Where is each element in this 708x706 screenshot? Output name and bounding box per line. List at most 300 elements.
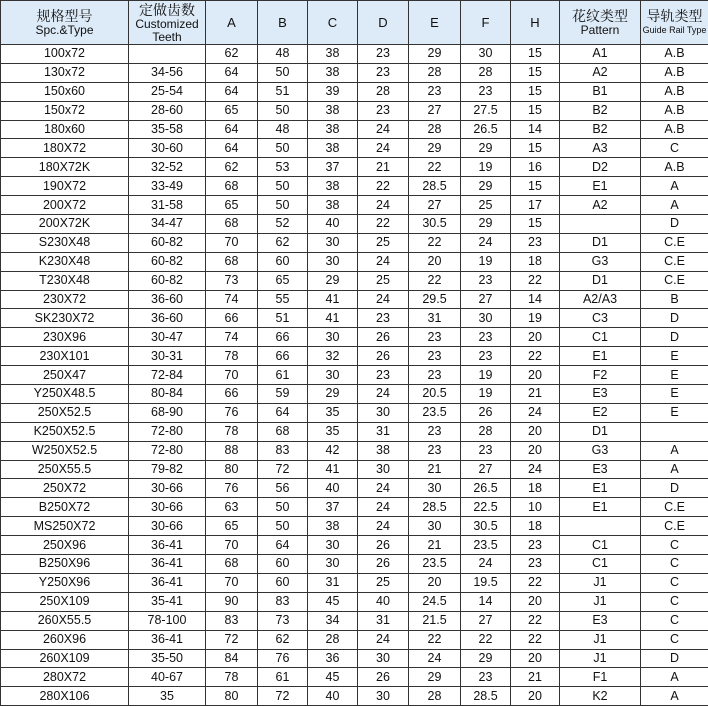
cell-pattern: B2 (560, 120, 641, 139)
cell-a: 72 (206, 630, 258, 649)
cell-type: 280X106 (1, 687, 129, 706)
cell-teeth: 25-54 (129, 82, 206, 101)
cell-a: 83 (206, 611, 258, 630)
cell-rail: D (641, 649, 708, 668)
cell-h: 15 (511, 139, 560, 158)
cell-b: 51 (258, 309, 308, 328)
cell-c: 29 (308, 271, 358, 290)
cell-e: 22 (409, 630, 461, 649)
cell-teeth: 72-80 (129, 441, 206, 460)
cell-a: 74 (206, 290, 258, 309)
cell-f: 19 (461, 385, 511, 404)
cell-teeth: 36-60 (129, 309, 206, 328)
cell-c: 28 (308, 630, 358, 649)
cell-rail: E (641, 385, 708, 404)
cell-f: 19 (461, 252, 511, 271)
cell-rail: D (641, 215, 708, 234)
cell-d: 26 (358, 347, 409, 366)
cell-rail: C (641, 630, 708, 649)
cell-d: 25 (358, 233, 409, 252)
cell-b: 48 (258, 120, 308, 139)
table-row (1, 252, 708, 271)
cell-e: 23.5 (409, 403, 461, 422)
cell-a: 65 (206, 517, 258, 536)
cell-teeth: 72-84 (129, 366, 206, 385)
cell-h: 22 (511, 271, 560, 290)
cell-b: 50 (258, 63, 308, 82)
cell-d: 24 (358, 517, 409, 536)
cell-type: 180X72K (1, 158, 129, 177)
cell-pattern: C1 (560, 536, 641, 555)
cell-d: 31 (358, 422, 409, 441)
cell-rail: A (641, 668, 708, 687)
cell-h: 14 (511, 120, 560, 139)
cell-type: 130x72 (1, 63, 129, 82)
cell-h: 21 (511, 385, 560, 404)
cell-c: 38 (308, 120, 358, 139)
cell-rail: E (641, 403, 708, 422)
cell-f: 22.5 (461, 498, 511, 517)
cell-b: 72 (258, 460, 308, 479)
cell-type: 250X109 (1, 592, 129, 611)
cell-f: 19.5 (461, 573, 511, 592)
cell-a: 70 (206, 573, 258, 592)
cell-a: 78 (206, 422, 258, 441)
cell-e: 24 (409, 649, 461, 668)
cell-h: 20 (511, 592, 560, 611)
header-b: B (258, 1, 308, 45)
cell-rail: A (641, 460, 708, 479)
cell-pattern: E1 (560, 347, 641, 366)
cell-a: 80 (206, 687, 258, 706)
cell-pattern: E1 (560, 479, 641, 498)
cell-teeth: 36-41 (129, 555, 206, 574)
cell-b: 50 (258, 177, 308, 196)
cell-h: 15 (511, 177, 560, 196)
cell-rail: E (641, 366, 708, 385)
cell-pattern: A1 (560, 45, 641, 64)
cell-c: 36 (308, 649, 358, 668)
cell-pattern: J1 (560, 592, 641, 611)
cell-e: 30.5 (409, 215, 461, 234)
cell-pattern: J1 (560, 573, 641, 592)
cell-e: 28.5 (409, 498, 461, 517)
cell-rail: A.B (641, 45, 708, 64)
cell-d: 30 (358, 403, 409, 422)
cell-teeth: 79-82 (129, 460, 206, 479)
cell-pattern: J1 (560, 649, 641, 668)
table-row (1, 347, 708, 366)
cell-a: 78 (206, 668, 258, 687)
cell-teeth: 60-82 (129, 252, 206, 271)
cell-rail: C (641, 611, 708, 630)
cell-type: SK230X72 (1, 309, 129, 328)
cell-h: 23 (511, 536, 560, 555)
cell-pattern: A2 (560, 196, 641, 215)
cell-a: 70 (206, 536, 258, 555)
cell-c: 37 (308, 158, 358, 177)
cell-f: 30 (461, 45, 511, 64)
cell-teeth: 72-80 (129, 422, 206, 441)
cell-e: 29 (409, 668, 461, 687)
cell-pattern: E2 (560, 403, 641, 422)
cell-type: T230X48 (1, 271, 129, 290)
cell-e: 23 (409, 347, 461, 366)
cell-c: 41 (308, 309, 358, 328)
cell-d: 23 (358, 309, 409, 328)
cell-a: 65 (206, 196, 258, 215)
cell-pattern: F1 (560, 668, 641, 687)
cell-type: 180x60 (1, 120, 129, 139)
cell-h: 20 (511, 366, 560, 385)
cell-f: 27 (461, 460, 511, 479)
cell-e: 28.5 (409, 177, 461, 196)
cell-d: 26 (358, 555, 409, 574)
cell-c: 38 (308, 139, 358, 158)
cell-type: MS250X72 (1, 517, 129, 536)
header-c: C (308, 1, 358, 45)
cell-a: 64 (206, 82, 258, 101)
cell-teeth (129, 45, 206, 64)
cell-rail: D (641, 309, 708, 328)
cell-f: 25 (461, 196, 511, 215)
cell-b: 83 (258, 592, 308, 611)
cell-c: 34 (308, 611, 358, 630)
cell-a: 84 (206, 649, 258, 668)
cell-rail: D (641, 479, 708, 498)
cell-type: 260X96 (1, 630, 129, 649)
table-row (1, 422, 708, 441)
cell-d: 24 (358, 479, 409, 498)
cell-teeth: 60-82 (129, 271, 206, 290)
cell-a: 62 (206, 45, 258, 64)
cell-rail: D (641, 328, 708, 347)
cell-e: 22 (409, 271, 461, 290)
cell-h: 18 (511, 252, 560, 271)
cell-e: 23 (409, 366, 461, 385)
cell-b: 50 (258, 517, 308, 536)
table-row (1, 573, 708, 592)
cell-type: 200X72K (1, 215, 129, 234)
cell-pattern: G3 (560, 441, 641, 460)
table-body (1, 45, 708, 706)
cell-f: 27 (461, 290, 511, 309)
table-row (1, 668, 708, 687)
table-row (1, 687, 708, 706)
cell-e: 23 (409, 422, 461, 441)
header-type (1, 1, 129, 45)
cell-d: 24 (358, 385, 409, 404)
cell-a: 68 (206, 252, 258, 271)
cell-f: 28 (461, 63, 511, 82)
cell-pattern: E3 (560, 385, 641, 404)
cell-rail: A.B (641, 120, 708, 139)
cell-a: 78 (206, 347, 258, 366)
cell-teeth: 34-56 (129, 63, 206, 82)
cell-a: 64 (206, 139, 258, 158)
cell-rail: A.B (641, 63, 708, 82)
cell-d: 23 (358, 366, 409, 385)
cell-b: 61 (258, 366, 308, 385)
cell-rail: C (641, 536, 708, 555)
cell-c: 38 (308, 101, 358, 120)
header-pattern (560, 1, 641, 45)
cell-b: 55 (258, 290, 308, 309)
cell-teeth: 32-52 (129, 158, 206, 177)
cell-h: 15 (511, 82, 560, 101)
cell-a: 66 (206, 309, 258, 328)
cell-b: 53 (258, 158, 308, 177)
cell-teeth: 30-66 (129, 479, 206, 498)
cell-type: 190X72 (1, 177, 129, 196)
table-row (1, 536, 708, 555)
cell-d: 31 (358, 611, 409, 630)
cell-h: 20 (511, 328, 560, 347)
cell-e: 24.5 (409, 592, 461, 611)
cell-h: 15 (511, 63, 560, 82)
table-row (1, 196, 708, 215)
header-teeth (129, 1, 206, 45)
cell-h: 21 (511, 668, 560, 687)
cell-pattern: A3 (560, 139, 641, 158)
header-a: A (206, 1, 258, 45)
table-row (1, 385, 708, 404)
cell-h: 10 (511, 498, 560, 517)
cell-rail: C (641, 555, 708, 574)
cell-f: 26 (461, 403, 511, 422)
cell-teeth: 68-90 (129, 403, 206, 422)
cell-teeth: 35 (129, 687, 206, 706)
cell-a: 63 (206, 498, 258, 517)
cell-pattern: D1 (560, 422, 641, 441)
table-row (1, 611, 708, 630)
table-row (1, 479, 708, 498)
cell-b: 76 (258, 649, 308, 668)
cell-type: W250X52.5 (1, 441, 129, 460)
cell-c: 39 (308, 82, 358, 101)
cell-e: 28 (409, 120, 461, 139)
cell-c: 38 (308, 196, 358, 215)
cell-d: 30 (358, 649, 409, 668)
table-row (1, 63, 708, 82)
cell-type: S230X48 (1, 233, 129, 252)
cell-d: 23 (358, 101, 409, 120)
cell-c: 41 (308, 290, 358, 309)
cell-teeth: 36-41 (129, 573, 206, 592)
cell-teeth: 30-66 (129, 517, 206, 536)
cell-rail: C (641, 139, 708, 158)
cell-e: 22 (409, 233, 461, 252)
cell-rail: A.B (641, 82, 708, 101)
cell-d: 22 (358, 215, 409, 234)
cell-c: 30 (308, 536, 358, 555)
cell-type: 150x60 (1, 82, 129, 101)
cell-d: 24 (358, 196, 409, 215)
cell-rail: B (641, 290, 708, 309)
cell-type: 250X47 (1, 366, 129, 385)
cell-a: 66 (206, 385, 258, 404)
cell-rail: C (641, 573, 708, 592)
header-rail (641, 1, 708, 45)
cell-pattern (560, 517, 641, 536)
cell-d: 24 (358, 498, 409, 517)
header-rail-zh: 导轨类型 (641, 8, 708, 24)
table-row (1, 460, 708, 479)
table-row (1, 498, 708, 517)
cell-b: 48 (258, 45, 308, 64)
cell-d: 24 (358, 252, 409, 271)
cell-b: 56 (258, 479, 308, 498)
cell-c: 40 (308, 215, 358, 234)
cell-h: 17 (511, 196, 560, 215)
cell-b: 50 (258, 139, 308, 158)
cell-d: 21 (358, 158, 409, 177)
cell-e: 21 (409, 460, 461, 479)
cell-b: 66 (258, 347, 308, 366)
cell-e: 22 (409, 158, 461, 177)
cell-a: 64 (206, 63, 258, 82)
cell-h: 15 (511, 215, 560, 234)
cell-f: 24 (461, 233, 511, 252)
cell-h: 24 (511, 403, 560, 422)
cell-type: K250X52.5 (1, 422, 129, 441)
table-row (1, 120, 708, 139)
cell-e: 20 (409, 573, 461, 592)
cell-a: 68 (206, 177, 258, 196)
cell-f: 19 (461, 158, 511, 177)
cell-d: 25 (358, 573, 409, 592)
cell-f: 29 (461, 649, 511, 668)
cell-type: 250X55.5 (1, 460, 129, 479)
table-row (1, 555, 708, 574)
cell-type: B250X96 (1, 555, 129, 574)
cell-c: 29 (308, 385, 358, 404)
cell-teeth: 35-58 (129, 120, 206, 139)
cell-b: 50 (258, 101, 308, 120)
cell-d: 30 (358, 460, 409, 479)
cell-h: 20 (511, 422, 560, 441)
header-teeth-zh: 定做齿数 (129, 2, 205, 18)
cell-c: 30 (308, 366, 358, 385)
cell-e: 27 (409, 101, 461, 120)
cell-b: 73 (258, 611, 308, 630)
cell-b: 59 (258, 385, 308, 404)
cell-f: 23 (461, 82, 511, 101)
cell-teeth: 80-84 (129, 385, 206, 404)
cell-c: 31 (308, 573, 358, 592)
cell-rail: A (641, 441, 708, 460)
cell-c: 41 (308, 460, 358, 479)
cell-c: 38 (308, 63, 358, 82)
header-type-zh: 规格型号 (1, 8, 128, 24)
cell-pattern: F2 (560, 366, 641, 385)
table-row (1, 328, 708, 347)
cell-type: Y250X96 (1, 573, 129, 592)
cell-e: 20 (409, 252, 461, 271)
cell-a: 88 (206, 441, 258, 460)
cell-f: 26.5 (461, 479, 511, 498)
cell-f: 23 (461, 328, 511, 347)
cell-f: 23 (461, 441, 511, 460)
table-row (1, 309, 708, 328)
cell-c: 45 (308, 668, 358, 687)
cell-a: 64 (206, 120, 258, 139)
table-row (1, 233, 708, 252)
cell-b: 60 (258, 555, 308, 574)
cell-e: 28 (409, 687, 461, 706)
cell-h: 24 (511, 460, 560, 479)
cell-type: 180X72 (1, 139, 129, 158)
table-row (1, 592, 708, 611)
cell-type: 230X72 (1, 290, 129, 309)
header-rail-en: Guide Rail Type (641, 24, 708, 37)
table-row (1, 630, 708, 649)
cell-h: 16 (511, 158, 560, 177)
cell-h: 20 (511, 687, 560, 706)
cell-pattern: A2/A3 (560, 290, 641, 309)
cell-c: 45 (308, 592, 358, 611)
cell-b: 50 (258, 196, 308, 215)
cell-b: 72 (258, 687, 308, 706)
cell-e: 23 (409, 82, 461, 101)
cell-h: 14 (511, 290, 560, 309)
cell-b: 64 (258, 536, 308, 555)
cell-pattern: J1 (560, 630, 641, 649)
cell-d: 26 (358, 328, 409, 347)
cell-type: 200X72 (1, 196, 129, 215)
cell-e: 27 (409, 196, 461, 215)
table-row (1, 177, 708, 196)
cell-pattern: E3 (560, 460, 641, 479)
cell-b: 65 (258, 271, 308, 290)
cell-d: 24 (358, 139, 409, 158)
cell-f: 22 (461, 630, 511, 649)
cell-c: 35 (308, 422, 358, 441)
cell-e: 23.5 (409, 555, 461, 574)
cell-pattern: E3 (560, 611, 641, 630)
cell-type: 280X72 (1, 668, 129, 687)
cell-b: 68 (258, 422, 308, 441)
cell-b: 60 (258, 252, 308, 271)
cell-b: 62 (258, 233, 308, 252)
cell-d: 38 (358, 441, 409, 460)
cell-c: 37 (308, 498, 358, 517)
cell-rail: A (641, 177, 708, 196)
cell-a: 68 (206, 555, 258, 574)
cell-teeth: 34-47 (129, 215, 206, 234)
cell-teeth: 36-41 (129, 536, 206, 555)
cell-pattern: D2 (560, 158, 641, 177)
cell-f: 14 (461, 592, 511, 611)
cell-a: 70 (206, 233, 258, 252)
cell-b: 61 (258, 668, 308, 687)
header-type-en: Spc.&Type (1, 24, 128, 37)
cell-b: 83 (258, 441, 308, 460)
header-teeth-en2: Teeth (129, 31, 205, 44)
cell-teeth: 31-58 (129, 196, 206, 215)
table-row (1, 517, 708, 536)
cell-f: 23 (461, 347, 511, 366)
cell-c: 38 (308, 177, 358, 196)
table-row (1, 649, 708, 668)
cell-h: 20 (511, 441, 560, 460)
cell-c: 30 (308, 252, 358, 271)
header-pattern-zh: 花纹类型 (560, 8, 640, 24)
cell-h: 19 (511, 309, 560, 328)
header-pattern-en: Pattern (560, 24, 640, 37)
cell-teeth: 35-41 (129, 592, 206, 611)
cell-f: 27 (461, 611, 511, 630)
